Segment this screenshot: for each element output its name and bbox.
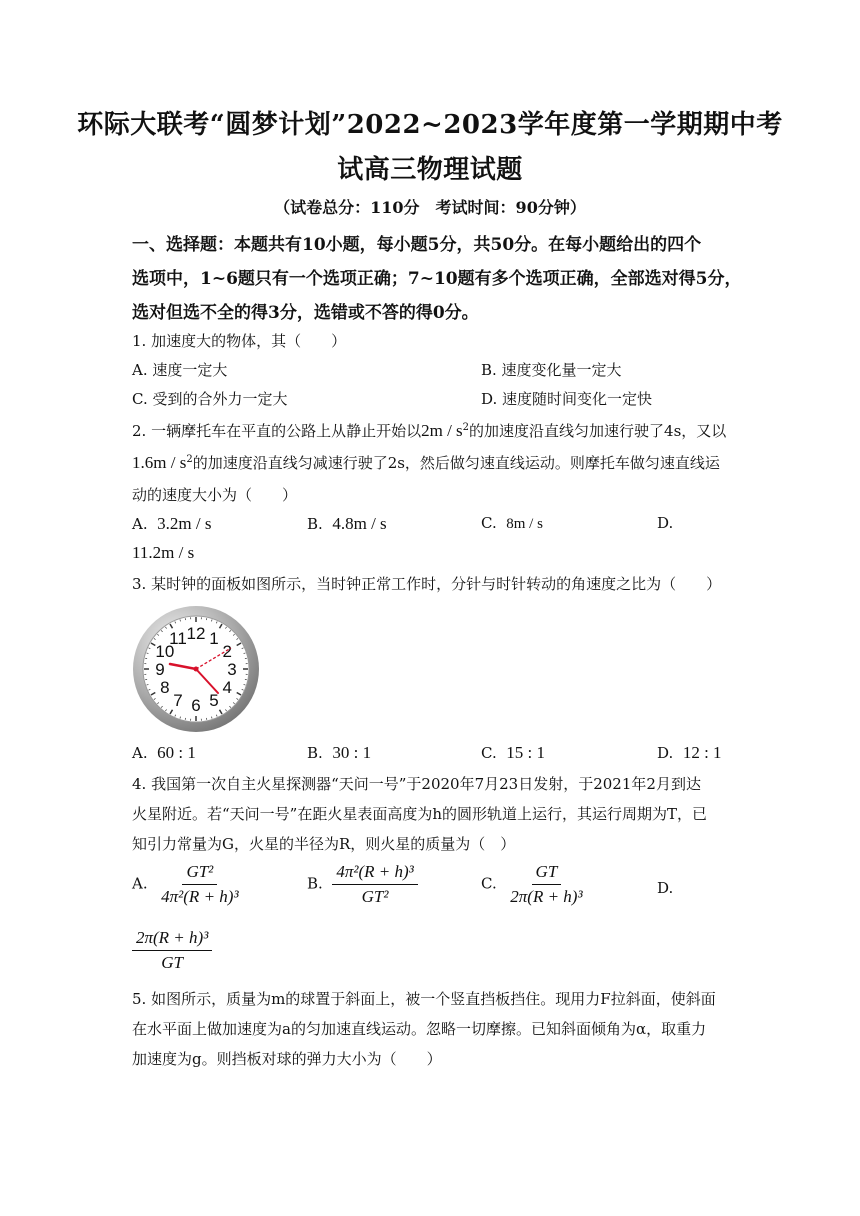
q2-accel-1: 2m / s (421, 421, 463, 440)
q4-option-a (132, 862, 243, 907)
q1-option-c: C. 受到的合外力一定大 (132, 390, 288, 408)
q1-option-d: D. 速度随时间变化一定快 (481, 390, 653, 408)
clock-number: 5 (209, 691, 219, 711)
exam-info: （试卷总分：110分 考试时间：90分钟） (274, 198, 586, 217)
q2-line1-text-b: 的加速度沿直线匀加速行驶了4s，又以 (469, 422, 727, 440)
q3-option-b-value: 30 : 1 (332, 743, 372, 762)
clock-number: 2 (222, 642, 232, 661)
q3-option-a-label: A. (132, 744, 148, 762)
q3-option-b-label: B. (307, 744, 323, 762)
q2-option-c (481, 514, 543, 533)
q2-option-b (307, 514, 387, 534)
clock-number: 3 (227, 660, 237, 679)
exam-title-line1: 环际大联考“圆梦计划”2022~2023学年度第一学期期中考 (77, 110, 783, 140)
q4-option-b-fraction (332, 862, 417, 907)
q4-option-a-fraction (157, 862, 242, 907)
q4-option-a-numerator: GT² (182, 862, 217, 885)
q3-option-d (657, 743, 722, 763)
q2-option-c-label: C. (481, 514, 497, 532)
q3-option-a (132, 743, 196, 763)
q3-option-d-value: 12 : 1 (682, 743, 722, 762)
q4-option-c-fraction (506, 862, 586, 907)
clock-figure (131, 604, 261, 734)
clock-number: 4 (222, 678, 232, 697)
q2-option-b-label: B. (307, 515, 323, 533)
q2-option-b-value: 4.8m / s (332, 514, 387, 533)
q3-option-d-label: D. (657, 744, 674, 762)
clock-number: 1 (209, 628, 219, 648)
q1-option-a: A. 速度一定大 (132, 361, 228, 379)
q4-option-a-label: A. (132, 874, 148, 893)
q3-option-a-value: 60 : 1 (157, 743, 196, 762)
q4-option-d-numerator: 2π(R + h)³ (132, 928, 212, 951)
q2-line2-text: 的加速度沿直线匀减速行驶了2s，然后做匀速直线运动。则摩托车做匀速直线运 (192, 454, 720, 472)
clock-number: 8 (160, 678, 170, 697)
q4-option-c-numerator: GT (532, 862, 562, 885)
clock-number: 9 (155, 660, 165, 679)
q3-option-c-value: 15 : 1 (506, 743, 545, 762)
q2-option-a-label: A. (132, 515, 148, 533)
q5-line3: 加速度为g。则挡板对球的弹力大小为（ ） (132, 1050, 442, 1068)
q2-option-d-label: D. (657, 514, 674, 532)
q2-option-a (132, 514, 211, 534)
clock-number: 10 (155, 642, 175, 661)
q4-option-c-denominator: 2π(R + h)³ (510, 887, 583, 906)
q4-option-d-fraction (132, 928, 212, 973)
q4-option-c (481, 862, 587, 907)
clock-number: 11 (169, 628, 187, 648)
q2-option-d-value: 11.2m / s (132, 543, 195, 562)
q1-stem: 1. 加速度大的物体，其（ ） (132, 332, 347, 350)
section-heading-line1: 一、选择题：本题共有10小题，每小题5分，共50分。在每小题给出的四个 (132, 235, 702, 255)
q4-option-d-denominator: GT (161, 953, 184, 972)
q1-option-b: B. 速度变化量一定大 (481, 361, 622, 379)
q2-line3: 动的速度大小为（ ） (132, 486, 298, 504)
q3-stem: 3. 某时钟的面板如图所示，当时钟正常工作时，分针与时针转动的角速度之比为（ ） (132, 575, 722, 593)
q3-option-c-label: C. (481, 744, 497, 762)
clock-number: 7 (173, 691, 183, 711)
q2-line1: 2. 一辆摩托车在平直的公路上从静止开始以$2m / s^2$的加速度沿直线匀加速行驶了4s，又以 (132, 421, 727, 440)
section-heading-line3: 选对但选不全的得3分，选错或不答的得0分。 (132, 303, 479, 323)
q4-option-d-label: D. (657, 879, 674, 897)
q5-line1: 5. 如图所示，质量为m的球置于斜面上，被一个竖直挡板挡住。现用力F拉斜面，使斜面 (132, 990, 716, 1008)
q4-line1: 4. 我国第一次自主火星探测器“天问一号”于2020年7月23日发射，于2021年2月到达 (132, 775, 701, 793)
clock-center (194, 667, 199, 672)
q4-line3: 知引力常量为G，火星的半径为R，则火星的质量为（ ） (132, 835, 516, 853)
q4-option-c-label: C. (481, 874, 497, 893)
q2-option-c-value: 8m / s (506, 516, 543, 532)
clock-number: 6 (191, 696, 201, 715)
q2-line1-text-a: 2. 一辆摩托车在平直的公路上从静止开始以 (132, 422, 422, 440)
q5-line2: 在水平面上做加速度为a的匀加速直线运动。忽略一切摩擦。已知斜面倾角为α，取重力 (132, 1020, 707, 1038)
exam-title-line2: 试高三物理试题 (337, 155, 523, 185)
q4-line2: 火星附近。若“天问一号”在距火星表面高度为h的圆形轨道上运行，其运行周期为T，已 (132, 805, 708, 823)
clock-number: 12 (186, 624, 206, 643)
q2-accel-2: 1.6m / s (132, 453, 187, 472)
q2-option-a-value: 3.2m / s (157, 514, 212, 533)
q4-option-d (132, 928, 212, 973)
q2-line2: $1.6m / s^2$的加速度沿直线匀减速行驶了2s，然后做匀速直线运动。则摩托车做匀速直线运 (132, 453, 720, 472)
section-heading-line2: 选项中，1~6题只有一个选项正确；7~10题有多个选项正确，全部选对得5分， (132, 269, 742, 289)
q4-option-b-numerator: 4π²(R + h)³ (332, 862, 417, 885)
q3-option-c (481, 743, 545, 763)
q4-option-b-label: B. (307, 874, 323, 893)
q4-option-a-denominator: 4π²(R + h)³ (161, 887, 239, 906)
q3-option-b (307, 743, 371, 763)
q4-option-b (307, 862, 418, 907)
q4-option-b-denominator: GT² (361, 887, 389, 906)
